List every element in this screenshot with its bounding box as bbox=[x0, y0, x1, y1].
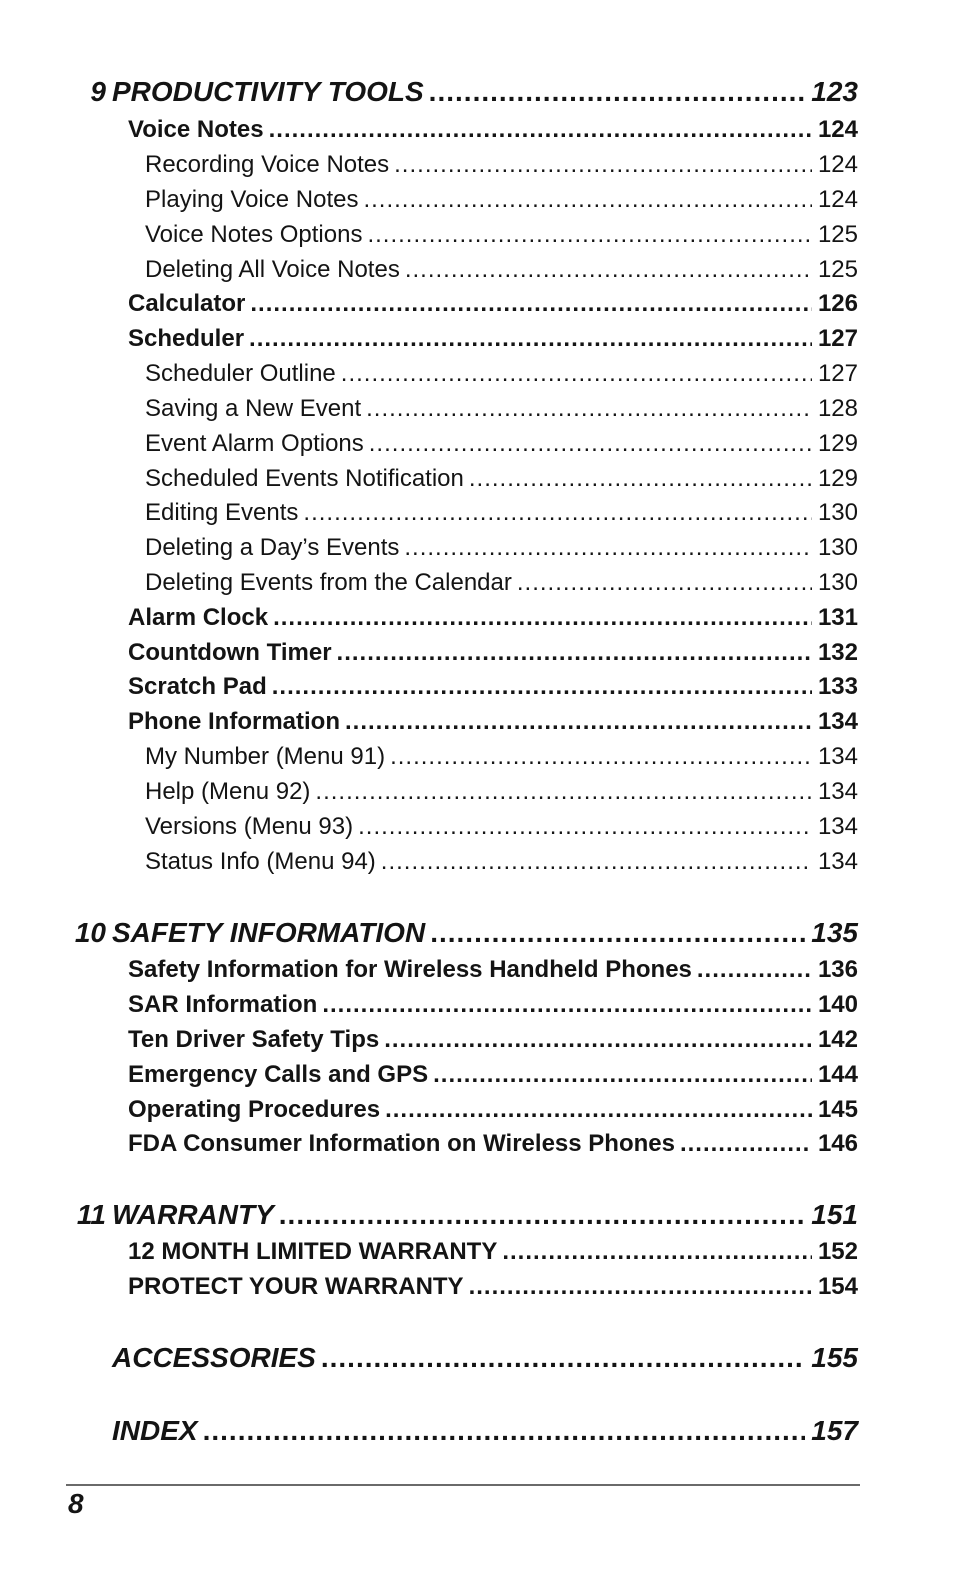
toc-subsection-entry[interactable] bbox=[145, 151, 858, 181]
dot-leader bbox=[433, 1061, 812, 1089]
toc-entry-title: Help (Menu 92) bbox=[145, 778, 311, 805]
toc-subsection-entry[interactable] bbox=[145, 256, 858, 286]
dot-leader bbox=[322, 991, 812, 1019]
page-number: 8 bbox=[68, 1488, 84, 1519]
toc-section-entry[interactable] bbox=[128, 116, 858, 146]
toc-entry-title: Voice Notes Options bbox=[145, 221, 363, 248]
toc-entry-page-number: 124 bbox=[817, 116, 858, 143]
toc-section-entry[interactable] bbox=[128, 708, 858, 738]
toc-chapter-entry[interactable] bbox=[112, 1415, 858, 1449]
toc-section-entry[interactable] bbox=[128, 673, 858, 703]
toc-entry-title: Scheduler Outline bbox=[145, 360, 336, 387]
dot-leader bbox=[369, 430, 812, 458]
toc-entry-title: Deleting Events from the Calendar bbox=[145, 569, 512, 596]
toc-entry-page-number: 125 bbox=[817, 221, 858, 248]
dot-leader bbox=[269, 116, 812, 144]
toc-section-entry[interactable] bbox=[128, 1130, 858, 1160]
toc-entry-page-number: 135 bbox=[811, 917, 858, 948]
toc-entry-page-number: 155 bbox=[811, 1342, 858, 1373]
toc-entry-title: PROTECT YOUR WARRANTY bbox=[128, 1273, 464, 1300]
toc-subsection-entry[interactable] bbox=[145, 499, 858, 529]
toc-subsection-entry[interactable] bbox=[145, 569, 858, 599]
toc-entry-page-number: 145 bbox=[817, 1096, 858, 1123]
toc-entry-title: Editing Events bbox=[145, 499, 299, 526]
toc-entry-title: Status Info (Menu 94) bbox=[145, 848, 376, 875]
toc-entry-page-number: 129 bbox=[817, 430, 858, 457]
toc-entry-title: Calculator bbox=[128, 290, 246, 317]
toc-entry-page-number: 134 bbox=[817, 813, 858, 840]
toc-entry-title: 12 MONTH LIMITED WARRANTY bbox=[128, 1238, 498, 1265]
toc-entry-title: Phone Information bbox=[128, 708, 340, 735]
toc-entry-title: My Number (Menu 91) bbox=[145, 743, 386, 770]
toc-subsection-entry[interactable] bbox=[145, 813, 858, 843]
dot-leader bbox=[517, 569, 812, 597]
dot-leader bbox=[358, 813, 812, 841]
dot-leader bbox=[469, 1273, 812, 1301]
toc-entry-title: Saving a New Event bbox=[145, 395, 362, 422]
toc-entry-page-number: 131 bbox=[817, 604, 858, 631]
toc-chapter-entry[interactable] bbox=[74, 917, 858, 951]
chapter-number: 9 bbox=[90, 76, 106, 107]
toc-entry-title: Voice Notes bbox=[128, 116, 264, 143]
dot-leader bbox=[430, 917, 805, 949]
toc-entry-page-number: 157 bbox=[811, 1415, 858, 1446]
toc-entry-title: Operating Procedures bbox=[128, 1096, 381, 1123]
toc-entry-title: Scheduled Events Notification bbox=[145, 465, 464, 492]
toc-entry-page-number: 134 bbox=[817, 743, 858, 770]
dot-leader bbox=[384, 1026, 812, 1054]
dot-leader bbox=[345, 708, 812, 736]
toc-entry-title: Scratch Pad bbox=[128, 673, 267, 700]
toc-entry-page-number: 130 bbox=[817, 534, 858, 561]
toc-entry-page-number: 134 bbox=[817, 778, 858, 805]
toc-subsection-entry[interactable] bbox=[145, 778, 858, 808]
dot-leader bbox=[381, 848, 812, 876]
toc-entry-page-number: 146 bbox=[817, 1130, 858, 1157]
toc-entry-page-number: 152 bbox=[817, 1238, 858, 1265]
dot-leader bbox=[315, 778, 812, 806]
toc-entry-page-number: 127 bbox=[817, 360, 858, 387]
toc-entry-title: Deleting All Voice Notes bbox=[145, 256, 400, 283]
toc-entry-page-number: 134 bbox=[817, 708, 858, 735]
toc-entry-title: Deleting a Day’s Events bbox=[145, 534, 400, 561]
toc-entry-title: Recording Voice Notes bbox=[145, 151, 390, 178]
toc-entry-page-number: 142 bbox=[817, 1026, 858, 1053]
dot-leader bbox=[363, 186, 811, 214]
toc-subsection-entry[interactable] bbox=[145, 465, 858, 495]
toc-entry-page-number: 130 bbox=[817, 569, 858, 596]
toc-entry-title: Alarm Clock bbox=[128, 604, 269, 631]
toc-subsection-entry[interactable] bbox=[145, 848, 858, 878]
toc-section-entry[interactable] bbox=[128, 325, 858, 355]
toc-entry-page-number: 128 bbox=[817, 395, 858, 422]
dot-leader bbox=[203, 1415, 806, 1447]
dot-leader bbox=[404, 534, 812, 562]
toc-entry-page-number: 123 bbox=[811, 76, 858, 107]
dot-leader bbox=[272, 673, 812, 701]
toc-entry-page-number: 140 bbox=[817, 991, 858, 1018]
dot-leader bbox=[405, 256, 812, 284]
toc-entry-page-number: 124 bbox=[817, 151, 858, 178]
dot-leader bbox=[279, 1199, 806, 1231]
toc-section-entry[interactable] bbox=[128, 991, 858, 1021]
dot-leader bbox=[385, 1096, 812, 1124]
dot-leader bbox=[250, 290, 812, 318]
dot-leader bbox=[321, 1342, 805, 1374]
toc-entry-title: Event Alarm Options bbox=[145, 430, 364, 457]
toc-entry-title: Scheduler bbox=[128, 325, 245, 352]
toc-section-entry[interactable] bbox=[128, 639, 858, 669]
toc-subsection-entry[interactable] bbox=[145, 743, 858, 773]
toc-entry-title: WARRANTY bbox=[112, 1199, 274, 1230]
chapter-number: 11 bbox=[76, 1199, 106, 1230]
dot-leader bbox=[367, 221, 812, 249]
toc-entry-page-number: 136 bbox=[817, 956, 858, 983]
dot-leader bbox=[502, 1238, 812, 1266]
toc-chapter-entry[interactable] bbox=[112, 1342, 858, 1376]
toc-chapter-entry[interactable] bbox=[76, 1199, 858, 1233]
toc-entry-title: Countdown Timer bbox=[128, 639, 332, 666]
toc-entry-title: Versions (Menu 93) bbox=[145, 813, 354, 840]
toc-entry-page-number: 133 bbox=[817, 673, 858, 700]
dot-leader bbox=[680, 1130, 812, 1158]
toc-subsection-entry[interactable] bbox=[145, 395, 858, 425]
toc-entry-title: FDA Consumer Information on Wireless Phones bbox=[128, 1130, 675, 1157]
toc-subsection-entry[interactable] bbox=[145, 186, 858, 216]
toc-chapter-entry[interactable] bbox=[90, 76, 858, 110]
toc-entry-title: Ten Driver Safety Tips bbox=[128, 1026, 380, 1053]
toc-entry-title: PRODUCTIVITY TOOLS bbox=[112, 76, 424, 107]
toc-section-entry[interactable] bbox=[128, 604, 858, 634]
toc-section-entry[interactable] bbox=[128, 1026, 858, 1056]
toc-entry-page-number: 130 bbox=[817, 499, 858, 526]
footer-divider bbox=[66, 1484, 860, 1486]
toc-subsection-entry[interactable] bbox=[145, 534, 858, 564]
toc-section-entry[interactable] bbox=[128, 290, 858, 320]
toc-entry-title: ACCESSORIES bbox=[112, 1342, 316, 1373]
toc-entry-title: Safety Information for Wireless Handheld Phones bbox=[128, 956, 692, 983]
dot-leader bbox=[469, 465, 812, 493]
toc-entry-title: SAFETY INFORMATION bbox=[112, 917, 426, 948]
toc-entry-page-number: 134 bbox=[817, 848, 858, 875]
dot-leader bbox=[394, 151, 812, 179]
dot-leader bbox=[390, 743, 812, 771]
toc-entry-title: Playing Voice Notes bbox=[145, 186, 359, 213]
dot-leader bbox=[366, 395, 812, 423]
chapter-number: 10 bbox=[74, 917, 106, 948]
toc-section-entry[interactable] bbox=[128, 1238, 858, 1268]
toc-entry-page-number: 127 bbox=[817, 325, 858, 352]
toc-subsection-entry[interactable] bbox=[145, 430, 858, 460]
dot-leader bbox=[273, 604, 812, 632]
dot-leader bbox=[249, 325, 812, 353]
toc-entry-page-number: 154 bbox=[817, 1273, 858, 1300]
toc-entry-page-number: 144 bbox=[817, 1061, 858, 1088]
toc-entry-page-number: 132 bbox=[817, 639, 858, 666]
toc-entry-title: Emergency Calls and GPS bbox=[128, 1061, 429, 1088]
toc-entry-page-number: 129 bbox=[817, 465, 858, 492]
toc-section-entry[interactable] bbox=[128, 1273, 858, 1303]
toc-entry-page-number: 151 bbox=[811, 1199, 858, 1230]
toc-section-entry[interactable] bbox=[128, 956, 858, 986]
dot-leader bbox=[341, 360, 812, 388]
toc-entry-page-number: 125 bbox=[817, 256, 858, 283]
toc-entry-page-number: 124 bbox=[817, 186, 858, 213]
toc-entry-page-number: 126 bbox=[817, 290, 858, 317]
toc-section-entry[interactable] bbox=[128, 1096, 858, 1126]
dot-leader bbox=[337, 639, 812, 667]
dot-leader bbox=[697, 956, 812, 984]
dot-leader bbox=[303, 499, 812, 527]
toc-entry-title: INDEX bbox=[112, 1415, 198, 1446]
toc-entry-title: SAR Information bbox=[128, 991, 318, 1018]
toc-section-entry[interactable] bbox=[128, 1061, 858, 1091]
dot-leader bbox=[429, 76, 806, 108]
toc-subsection-entry[interactable] bbox=[145, 360, 858, 390]
toc-subsection-entry[interactable] bbox=[145, 221, 858, 251]
